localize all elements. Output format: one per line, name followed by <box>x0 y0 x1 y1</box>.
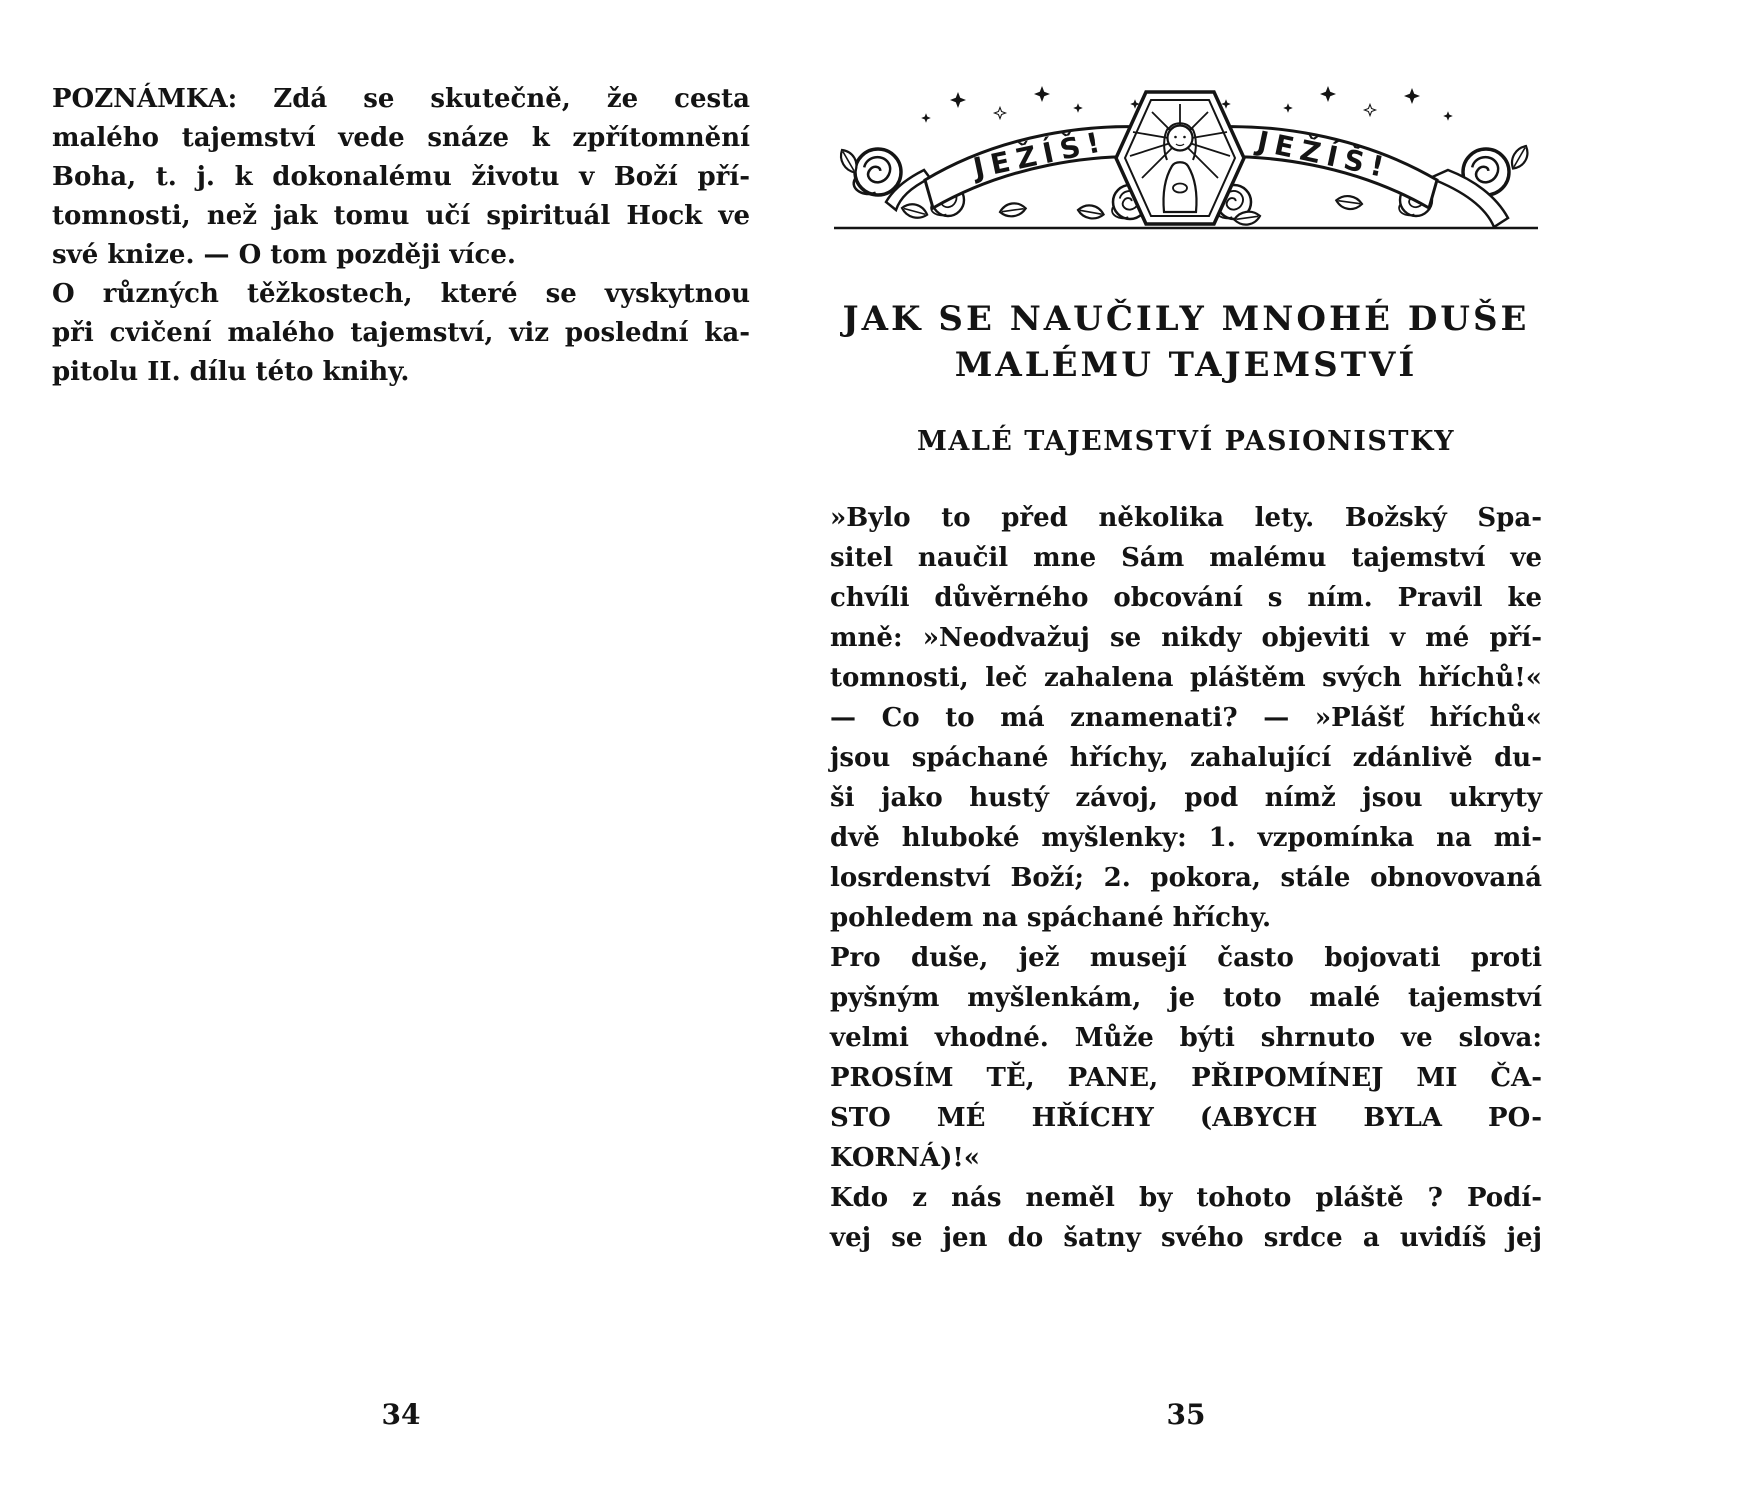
text-line: »Bylo to před několika lety. Božský Spa- <box>830 503 1542 533</box>
text-line: chvíli důvěrného obcování s ním. Pravil ke <box>830 583 1542 613</box>
ribbon-text-left: JEŽÍŠ! <box>970 124 1110 185</box>
text-line: Pro duše, jež musejí často bojovati proti <box>830 943 1542 973</box>
body-text <box>830 498 1542 1258</box>
text-line: dvě hluboké myšlenky: 1. vzpomínka na mi- <box>830 823 1542 853</box>
text-line: malého tajemství vede snáze k zpřítomnění <box>52 123 750 153</box>
jesus-medallion <box>1116 92 1244 224</box>
text-line: sitel naučil mne Sám malému tajemství ve <box>830 543 1542 573</box>
chapter-title <box>830 296 1542 388</box>
page-number-right: 35 <box>1166 1398 1206 1431</box>
text-line: POZNÁMKA: Zdá se skutečně, že cesta <box>52 84 750 114</box>
paragraph-bylo-to <box>830 498 1542 938</box>
text-line: při cvičení malého tajemství, viz poslední ka- <box>52 318 750 348</box>
text-line: STO MÉ HŘÍCHY (ABYCH BYLA PO- <box>830 1103 1542 1133</box>
paragraph-poznamka <box>52 80 750 275</box>
text-line: losrdenství Boží; 2. pokora, stále obnovovaná <box>830 863 1542 893</box>
text-line: — Co to má znamenati? — »Plášť hříchů« <box>830 703 1542 733</box>
text-line: velmi vhodné. Může býti shrnuto ve slova: <box>830 1023 1542 1053</box>
paragraph-pro-duse <box>830 938 1542 1178</box>
page-number-left: 34 <box>381 1398 421 1431</box>
text-line: pohledem na spáchané hříchy. <box>830 903 1272 933</box>
text-line: své knize. — O tom později více. <box>52 240 516 270</box>
header-ornament-illustration <box>830 80 1542 232</box>
paragraph-kdo-z-nas <box>830 1178 1542 1258</box>
text-line: tomnosti, leč zahalena pláštěm svých hříchů!« <box>830 663 1542 693</box>
text-line: KORNÁ)!« <box>830 1143 981 1173</box>
text-line: Kdo z nás neměl by tohoto pláště ? Podí- <box>830 1183 1542 1213</box>
text-line: Boha, t. j. k dokonalému životu v Boží pří- <box>52 162 750 192</box>
text-line: tomnosti, než jak tomu učí spirituál Hock ve <box>52 201 750 231</box>
section-subtitle: MALÉ TAJEMSTVÍ PASIONISTKY <box>916 426 1456 457</box>
text-line: mně: »Neodvažuj se nikdy objeviti v mé pří- <box>830 623 1542 653</box>
text-line: pyšným myšlenkám, je toto malé tajemství <box>830 983 1542 1013</box>
text-line: vej se jen do šatny svého srdce a uvidíš jej <box>830 1223 1542 1253</box>
text-line: PROSÍM TĚ, PANE, PŘIPOMÍNEJ MI ČA- <box>830 1063 1542 1093</box>
paragraph-tezkosti <box>52 275 750 392</box>
left-page <box>52 80 750 392</box>
text-line: jsou spáchané hříchy, zahalující zdánlivě du- <box>830 743 1542 773</box>
text-line: pitolu II. dílu této knihy. <box>52 357 410 387</box>
chapter-title-line: JAK SE NAUČILY MNOHÉ DUŠE <box>842 299 1530 339</box>
text-line: ši jako hustý závoj, pod nímž jsou ukryty <box>830 783 1542 813</box>
right-page <box>830 80 1542 1258</box>
text-line: O různých těžkostech, které se vyskytnou <box>52 279 750 309</box>
chapter-title-line: MALÉMU TAJEMSTVÍ <box>954 345 1418 385</box>
ribbon-text-right: JEŽÍŠ! <box>1254 124 1394 185</box>
